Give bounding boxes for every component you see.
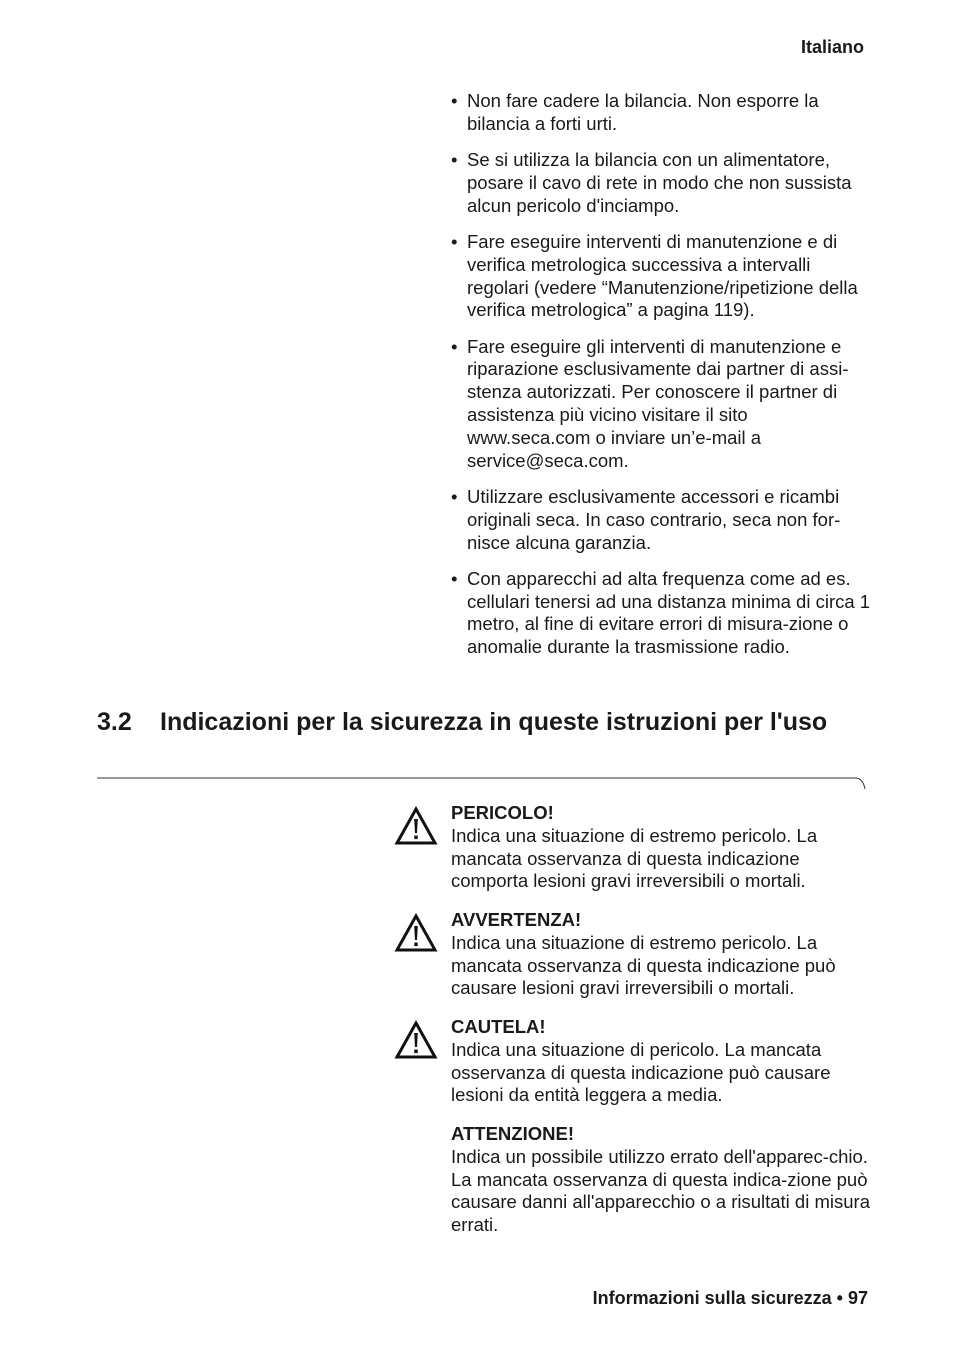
notice-text: Indica una situazione di estremo pericolo. La mancata osservanza di questa indicazione comporta lesioni gravi irreversibili o mortali. (451, 824, 818, 892)
list-item (451, 149, 876, 217)
list-item-text: Non fare cadere la bilancia. Non esporre la bilancia a forti urti. (467, 90, 819, 134)
bullet-dot: • (451, 149, 458, 171)
notice-caution (394, 1016, 874, 1107)
safety-bullet-list (451, 90, 876, 673)
notice-text: Indica una situazione di estremo pericolo. La mancata osservanza di questa indicazione può causare lesioni gravi irreversibili o mortali. (451, 931, 836, 999)
notice-attention (394, 1123, 874, 1237)
list-item-text: Con apparecchi ad alta frequenza come ad es. cellulari tenersi ad una distanza minima di circa 1 metro, al fine di evitare errori di misura-zione o anomalie durante la trasmissione radio. (467, 567, 871, 658)
list-item-text: Fare eseguire gli interventi di manutenzione e riparazione esclusivamente dai partner di assi-stenza autorizzati. Per conoscere il partner di assistenza più vicino visitare il sito www.seca.com o inviare un’e-mail a service@seca.com. (467, 335, 849, 471)
notice-title: ATTENZIONE! (451, 1123, 574, 1144)
list-item-text: Fare eseguire interventi di manutenzione e di verifica metrologica successiva a intervalli regolari (vedere “Manutenzione/ripetizione della verifica metrologica” a pagina 119). (467, 230, 858, 321)
section-title: Indicazioni per la sicurezza in queste istruzioni per l'uso (160, 708, 828, 736)
bullet-dot: • (451, 90, 458, 111)
warning-triangle-icon (394, 806, 438, 846)
section-divider (97, 776, 867, 792)
header-language: Italiano (800, 37, 864, 57)
list-item (451, 336, 876, 473)
notice-warning (394, 909, 874, 1000)
notice-title: AVVERTENZA! (451, 909, 582, 930)
page-footer: Informazioni sulla sicurezza • 97 (592, 1288, 868, 1308)
bullet-dot: • (451, 230, 458, 252)
notice-text: Indica un possibile utilizzo errato dell'apparec-chio. La mancata osservanza di questa indica-zione può causare danni all'apparecchio o a risultati di misura errati. (451, 1145, 870, 1236)
notice-title: CAUTELA! (451, 1016, 546, 1037)
section-number: 3.2 (97, 708, 132, 736)
bullet-dot: • (451, 335, 458, 357)
list-item-text: Utilizzare esclusivamente accessori e ricambi originali seca. In caso contrario, seca non for-nisce alcuna garanzia. (467, 485, 841, 553)
warning-triangle-icon (394, 913, 438, 953)
bullet-dot: • (451, 485, 458, 507)
bullet-dot: • (451, 567, 458, 589)
notice-danger (394, 802, 874, 893)
list-item (451, 568, 876, 659)
list-item (451, 231, 876, 322)
section-heading (97, 706, 867, 738)
notice-text: Indica una situazione di pericolo. La mancata osservanza di questa indicazione può causare lesioni da entità leggera a media. (451, 1038, 831, 1106)
list-item-text: Se si utilizza la bilancia con un alimentatore, posare il cavo di rete in modo che non sussista alcun pericolo d'inciampo. (467, 149, 852, 216)
list-item (451, 90, 876, 136)
list-item (451, 486, 876, 554)
notice-title: PERICOLO! (451, 802, 554, 823)
warning-triangle-icon (394, 1020, 438, 1060)
